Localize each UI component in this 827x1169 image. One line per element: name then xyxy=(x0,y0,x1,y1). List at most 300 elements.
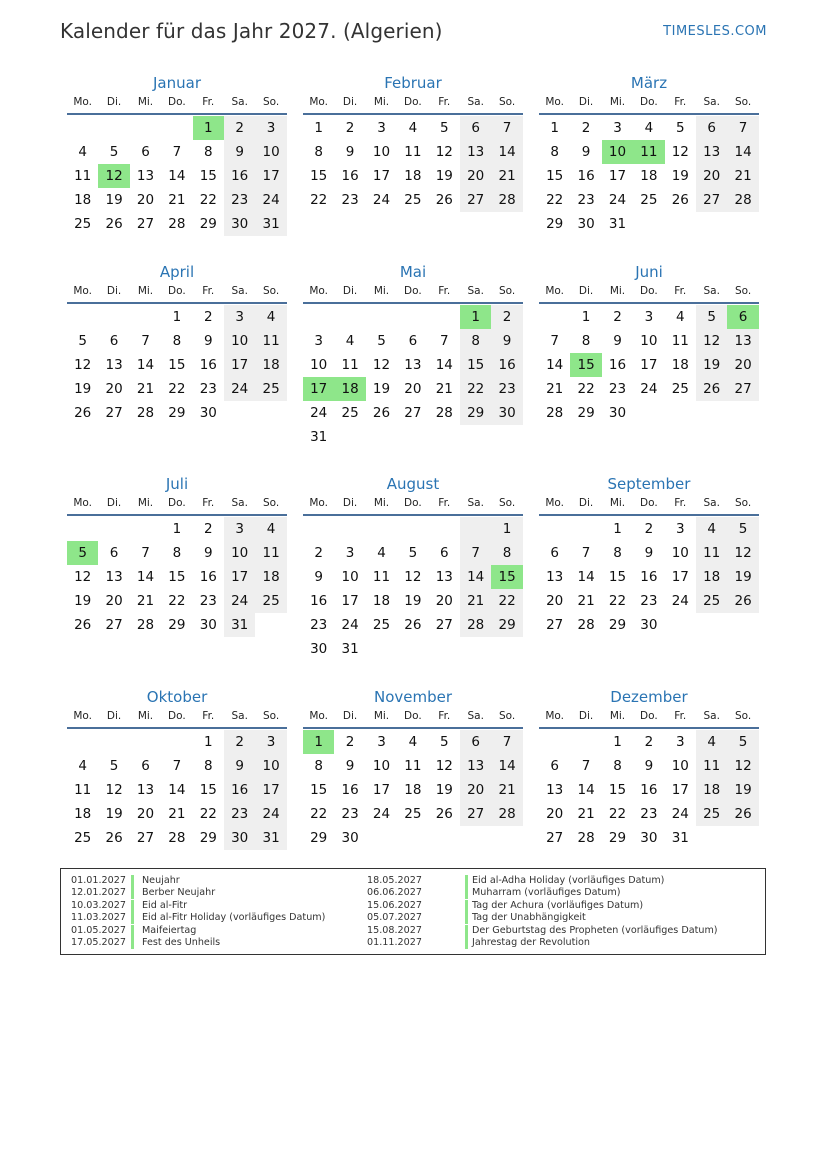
day-cell: 1 xyxy=(581,309,591,325)
day-cell: 10 xyxy=(372,144,391,160)
weekday-label: Sa. xyxy=(703,96,720,108)
day-cell: 25 xyxy=(696,589,727,613)
weekday-label: Sa. xyxy=(467,710,484,722)
day-cell: 16 xyxy=(577,168,595,184)
month-10 xyxy=(303,687,523,846)
day-cell: 12 xyxy=(696,329,727,353)
weekday-label: Mi. xyxy=(137,710,154,722)
day-cell: 7 xyxy=(491,730,522,754)
day-cell: 6 xyxy=(109,545,119,561)
day-cell: 22 xyxy=(608,806,627,822)
day-cell: 24 xyxy=(671,806,689,822)
weekday-header xyxy=(303,706,523,727)
weekday-label: So. xyxy=(734,96,752,108)
day-cell: 7 xyxy=(141,333,150,349)
day-cell: 6 xyxy=(408,333,418,349)
legend-date: 01.01.2027 xyxy=(71,875,126,886)
holiday-day-cell: 5 xyxy=(67,541,98,565)
weekday-label: Fr. xyxy=(438,96,451,108)
day-cell: 30 xyxy=(491,401,522,425)
day-cell: 10 xyxy=(255,754,286,778)
day-cell: 7 xyxy=(439,333,449,349)
day-cell: 8 xyxy=(613,758,622,774)
day-cell: 6 xyxy=(439,545,449,561)
brand-link[interactable]: TIMESLES.COM xyxy=(663,24,767,39)
day-cell: 7 xyxy=(141,545,150,561)
weekday-label: Di. xyxy=(578,96,594,108)
day-cell: 2 xyxy=(224,116,255,140)
day-cell: 30 xyxy=(640,617,658,633)
weekday-label: Mi. xyxy=(373,710,390,722)
day-cell: 3 xyxy=(314,333,323,349)
legend-date: 06.06.2027 xyxy=(367,887,422,899)
weekday-header xyxy=(539,281,759,302)
holiday-legend xyxy=(60,868,766,955)
legend-date: 17.05.2027 xyxy=(71,936,126,948)
weekday-label: Di. xyxy=(578,710,594,722)
weekday-label: Sa. xyxy=(467,285,484,297)
day-cell: 24 xyxy=(341,617,359,633)
day-cell: 17 xyxy=(671,569,689,585)
day-cell: 2 xyxy=(613,309,622,325)
day-cell: 20 xyxy=(696,164,727,188)
day-cell: 9 xyxy=(644,758,654,774)
day-cell: 7 xyxy=(172,144,182,160)
legend-marker xyxy=(131,912,134,924)
day-cell: 11 xyxy=(372,569,391,585)
weekday-label: Mi. xyxy=(373,497,390,509)
weekday-header xyxy=(67,92,287,113)
day-cell: 29 xyxy=(310,830,328,846)
day-cell: 16 xyxy=(341,168,359,184)
month-name: Mai xyxy=(399,263,427,281)
day-cell: 24 xyxy=(255,188,286,212)
day-cell: 4 xyxy=(78,758,87,774)
day-cell: 20 xyxy=(136,192,155,208)
day-cell: 15 xyxy=(310,782,328,798)
legend-holiday-name: Fest des Unheils xyxy=(142,936,221,948)
day-cell: 18 xyxy=(404,168,422,184)
day-cell: 3 xyxy=(345,545,355,561)
month-9 xyxy=(67,687,287,846)
day-cell: 28 xyxy=(435,405,453,421)
day-cell: 31 xyxy=(341,641,359,657)
day-cell: 15 xyxy=(608,782,627,798)
weekday-label: Mo. xyxy=(545,96,565,108)
day-cell: 12 xyxy=(727,754,758,778)
day-cell: 11 xyxy=(255,541,286,565)
day-cell: 14 xyxy=(727,140,758,164)
day-cell: 2 xyxy=(491,305,522,329)
day-cell: 3 xyxy=(613,120,622,136)
day-cell: 18 xyxy=(640,168,658,184)
day-cell: 28 xyxy=(727,188,758,212)
day-cell: 5 xyxy=(696,305,727,329)
legend-date: 12.01.2027 xyxy=(71,887,126,899)
day-cell: 11 xyxy=(404,758,422,774)
day-cell: 27 xyxy=(404,405,422,421)
day-cell: 4 xyxy=(255,517,286,541)
day-cell: 25 xyxy=(404,192,422,208)
day-cell: 28 xyxy=(577,830,595,846)
weekday-label: Di. xyxy=(106,96,122,108)
day-cell: 14 xyxy=(546,357,564,373)
weekday-label: Mo. xyxy=(73,285,93,297)
month-days-grid xyxy=(67,92,287,232)
day-cell: 12 xyxy=(74,569,92,585)
day-cell: 8 xyxy=(314,758,323,774)
legend-holiday-name: Tag der Unabhängigkeit xyxy=(472,912,586,924)
day-cell: 18 xyxy=(671,357,689,373)
day-cell: 2 xyxy=(644,521,654,537)
day-cell: 22 xyxy=(310,192,328,208)
empty-weekend-cell xyxy=(460,517,491,541)
day-cell: 6 xyxy=(550,545,559,561)
weekday-label: Do. xyxy=(168,285,186,297)
day-cell: 23 xyxy=(577,192,595,208)
day-cell: 15 xyxy=(608,569,627,585)
legend-holiday-name: Neujahr xyxy=(142,875,180,886)
day-cell: 15 xyxy=(546,168,564,184)
day-cell: 25 xyxy=(696,802,727,826)
month-days-grid xyxy=(303,281,523,445)
day-cell: 1 xyxy=(172,521,182,537)
month-11 xyxy=(539,687,759,846)
weekday-label: Do. xyxy=(404,497,422,509)
day-cell: 16 xyxy=(341,782,359,798)
weekday-label: So. xyxy=(498,497,516,509)
day-cell: 5 xyxy=(727,517,758,541)
day-cell: 28 xyxy=(491,188,522,212)
weekday-label: Mi. xyxy=(137,96,154,108)
day-cell: 8 xyxy=(172,545,182,561)
day-cell: 21 xyxy=(491,778,522,802)
holiday-day-cell: 1 xyxy=(193,116,224,140)
day-cell: 9 xyxy=(314,569,323,585)
day-cell: 7 xyxy=(172,758,182,774)
month-8 xyxy=(539,474,759,633)
weekday-label: Mi. xyxy=(609,710,626,722)
day-cell: 29 xyxy=(546,216,564,232)
day-cell: 9 xyxy=(491,329,522,353)
day-cell: 30 xyxy=(224,212,255,236)
weekday-label: Sa. xyxy=(703,497,720,509)
day-cell: 18 xyxy=(696,565,727,589)
day-cell: 21 xyxy=(491,164,522,188)
holiday-day-cell: 11 xyxy=(633,140,664,164)
legend-marker xyxy=(465,875,468,887)
day-cell: 6 xyxy=(696,116,727,140)
month-name: April xyxy=(159,263,195,281)
weekday-label: Do. xyxy=(404,96,422,108)
weekday-label: Fr. xyxy=(438,497,451,509)
day-cell: 3 xyxy=(224,517,255,541)
day-cell: 1 xyxy=(550,120,559,136)
day-cell: 14 xyxy=(136,569,155,585)
day-cell: 19 xyxy=(74,593,92,609)
day-cell: 5 xyxy=(727,730,758,754)
header-divider xyxy=(67,302,287,304)
day-cell: 25 xyxy=(671,381,689,397)
day-cell: 14 xyxy=(460,565,491,589)
day-cell: 15 xyxy=(199,782,217,798)
month-name: Januar xyxy=(153,74,201,92)
day-cell: 10 xyxy=(224,329,255,353)
header-divider xyxy=(303,514,523,516)
holiday-day-cell: 15 xyxy=(491,565,522,589)
day-cell: 21 xyxy=(168,192,186,208)
weekday-label: So. xyxy=(734,710,752,722)
day-cell: 9 xyxy=(613,333,622,349)
day-cell: 9 xyxy=(224,754,255,778)
day-cell: 29 xyxy=(168,617,186,633)
holiday-day-cell: 18 xyxy=(334,377,365,401)
day-cell: 18 xyxy=(255,353,286,377)
day-cell: 5 xyxy=(439,734,449,750)
day-cell: 26 xyxy=(435,806,453,822)
month-days-grid xyxy=(539,281,759,421)
day-cell: 8 xyxy=(172,333,182,349)
day-cell: 29 xyxy=(577,405,595,421)
weekday-label: So. xyxy=(734,497,752,509)
day-cell: 2 xyxy=(581,120,591,136)
day-cell: 3 xyxy=(377,120,386,136)
day-cell: 24 xyxy=(671,593,689,609)
day-cell: 28 xyxy=(168,216,186,232)
weekday-label: So. xyxy=(498,96,516,108)
weekday-label: Do. xyxy=(404,710,422,722)
day-cell: 5 xyxy=(109,758,119,774)
day-cell: 7 xyxy=(491,116,522,140)
day-cell: 1 xyxy=(172,309,182,325)
month-name: März xyxy=(630,74,668,92)
day-cell: 4 xyxy=(255,305,286,329)
legend-marker xyxy=(465,900,468,912)
day-cell: 16 xyxy=(310,593,328,609)
day-cell: 14 xyxy=(435,357,453,373)
day-cell: 27 xyxy=(546,830,564,846)
day-cell: 26 xyxy=(105,830,123,846)
day-cell: 8 xyxy=(491,541,522,565)
day-cell: 21 xyxy=(727,164,758,188)
legend-marker xyxy=(131,887,134,899)
day-cell: 6 xyxy=(141,758,150,774)
day-cell: 11 xyxy=(696,541,727,565)
weekday-label: Fr. xyxy=(674,497,687,509)
day-cell: 5 xyxy=(439,120,449,136)
day-cell: 19 xyxy=(671,168,689,184)
header-divider xyxy=(303,302,523,304)
day-cell: 10 xyxy=(310,357,328,373)
day-cell: 30 xyxy=(640,830,658,846)
day-cell: 26 xyxy=(404,617,422,633)
weekday-header xyxy=(539,706,759,727)
weekday-label: Mo. xyxy=(73,710,93,722)
day-cell: 19 xyxy=(727,565,758,589)
legend-marker xyxy=(131,937,134,949)
weekday-label: Mi. xyxy=(373,96,390,108)
weekday-label: Di. xyxy=(106,497,122,509)
day-cell: 19 xyxy=(727,778,758,802)
day-cell: 1 xyxy=(613,734,622,750)
day-cell: 14 xyxy=(168,168,186,184)
day-cell: 10 xyxy=(255,140,286,164)
weekday-label: Do. xyxy=(168,710,186,722)
weekday-label: So. xyxy=(262,285,280,297)
day-cell: 13 xyxy=(435,569,453,585)
day-cell: 22 xyxy=(460,377,491,401)
day-cell: 12 xyxy=(727,541,758,565)
day-cell: 27 xyxy=(546,617,564,633)
month-name: September xyxy=(607,475,691,493)
day-cell: 21 xyxy=(136,593,155,609)
legend-marker xyxy=(465,912,468,924)
day-cell: 2 xyxy=(314,545,323,561)
day-cell: 3 xyxy=(255,730,286,754)
day-cell: 13 xyxy=(404,357,422,373)
legend-holiday-name: Eid al-Fitr xyxy=(142,899,188,911)
day-cell: 26 xyxy=(435,192,453,208)
day-cell: 18 xyxy=(255,565,286,589)
day-cell: 24 xyxy=(640,381,658,397)
day-cell: 28 xyxy=(460,613,491,637)
day-cell: 23 xyxy=(640,806,658,822)
day-cell: 2 xyxy=(644,734,654,750)
day-cell: 4 xyxy=(345,333,355,349)
day-cell: 26 xyxy=(74,405,92,421)
day-cell: 16 xyxy=(640,782,658,798)
day-cell: 13 xyxy=(136,782,155,798)
weekday-label: Fr. xyxy=(202,285,215,297)
month-days-grid xyxy=(303,706,523,846)
day-cell: 19 xyxy=(435,782,453,798)
day-cell: 13 xyxy=(696,140,727,164)
day-cell: 22 xyxy=(168,593,186,609)
day-cell: 31 xyxy=(671,830,689,846)
legend-holiday-name: Jahrestag der Revolution xyxy=(472,936,590,948)
legend-marker xyxy=(465,925,468,937)
day-cell: 26 xyxy=(696,377,727,401)
day-cell: 15 xyxy=(199,168,217,184)
day-cell: 30 xyxy=(608,405,627,421)
day-cell: 8 xyxy=(203,144,213,160)
weekday-label: Di. xyxy=(578,497,594,509)
day-cell: 20 xyxy=(546,806,564,822)
day-cell: 29 xyxy=(168,405,186,421)
day-cell: 19 xyxy=(696,353,727,377)
weekday-label: Do. xyxy=(640,710,658,722)
weekday-header xyxy=(303,493,523,514)
day-cell: 13 xyxy=(105,569,123,585)
day-cell: 23 xyxy=(224,802,255,826)
day-cell: 25 xyxy=(640,192,658,208)
day-cell: 29 xyxy=(199,216,217,232)
day-cell: 29 xyxy=(460,401,491,425)
day-cell: 3 xyxy=(675,734,685,750)
day-cell: 15 xyxy=(168,569,186,585)
weekday-header xyxy=(539,493,759,514)
weekday-label: Fr. xyxy=(674,96,687,108)
day-cell: 29 xyxy=(608,617,627,633)
weekday-label: Mo. xyxy=(309,285,329,297)
header-divider xyxy=(539,727,759,729)
day-cell: 4 xyxy=(644,120,654,136)
weekday-label: Di. xyxy=(342,96,358,108)
day-cell: 15 xyxy=(310,168,328,184)
day-cell: 2 xyxy=(224,730,255,754)
header-divider xyxy=(67,514,287,516)
day-cell: 9 xyxy=(203,333,213,349)
day-cell: 29 xyxy=(608,830,627,846)
day-cell: 4 xyxy=(377,545,386,561)
day-cell: 31 xyxy=(255,826,286,850)
day-cell: 20 xyxy=(105,381,123,397)
weekday-label: Fr. xyxy=(202,96,215,108)
day-cell: 4 xyxy=(675,309,685,325)
weekday-label: Di. xyxy=(342,497,358,509)
day-cell: 24 xyxy=(608,192,627,208)
day-cell: 23 xyxy=(224,188,255,212)
weekday-label: So. xyxy=(498,710,516,722)
day-cell: 5 xyxy=(78,333,87,349)
day-cell: 11 xyxy=(404,144,422,160)
weekday-label: Mo. xyxy=(545,285,565,297)
day-cell: 20 xyxy=(404,381,422,397)
day-cell: 27 xyxy=(727,377,758,401)
weekday-label: Fr. xyxy=(438,285,451,297)
legend-date: 01.05.2027 xyxy=(71,924,126,936)
weekday-header xyxy=(539,92,759,113)
day-cell: 7 xyxy=(727,116,758,140)
month-name: Februar xyxy=(384,74,442,92)
day-cell: 11 xyxy=(255,329,286,353)
day-cell: 30 xyxy=(199,405,217,421)
holiday-day-cell: 17 xyxy=(303,377,334,401)
page-title: Kalender für das Jahr 2027. (Algerien) xyxy=(60,19,443,43)
day-cell: 24 xyxy=(310,405,328,421)
holiday-day-cell: 1 xyxy=(303,730,334,754)
day-cell: 5 xyxy=(377,333,386,349)
day-cell: 27 xyxy=(105,405,123,421)
day-cell: 19 xyxy=(372,381,391,397)
header-divider xyxy=(67,727,287,729)
day-cell: 3 xyxy=(224,305,255,329)
day-cell: 27 xyxy=(136,216,155,232)
month-4 xyxy=(303,262,523,445)
header-divider xyxy=(539,113,759,115)
day-cell: 24 xyxy=(372,806,391,822)
day-cell: 8 xyxy=(581,333,591,349)
day-cell: 6 xyxy=(141,144,150,160)
day-cell: 20 xyxy=(460,164,491,188)
day-cell: 27 xyxy=(105,617,123,633)
day-cell: 17 xyxy=(341,593,359,609)
day-cell: 31 xyxy=(224,613,255,637)
day-cell: 26 xyxy=(105,216,123,232)
day-cell: 19 xyxy=(74,381,92,397)
weekday-header xyxy=(303,92,523,113)
day-cell: 10 xyxy=(341,569,359,585)
legend-marker xyxy=(131,925,134,937)
day-cell: 10 xyxy=(671,545,689,561)
day-cell: 25 xyxy=(255,377,286,401)
month-days-grid xyxy=(539,493,759,633)
holiday-day-cell: 12 xyxy=(98,164,129,188)
weekday-label: Sa. xyxy=(703,285,720,297)
weekday-label: Mi. xyxy=(609,96,626,108)
day-cell: 12 xyxy=(105,782,123,798)
day-cell: 16 xyxy=(491,353,522,377)
